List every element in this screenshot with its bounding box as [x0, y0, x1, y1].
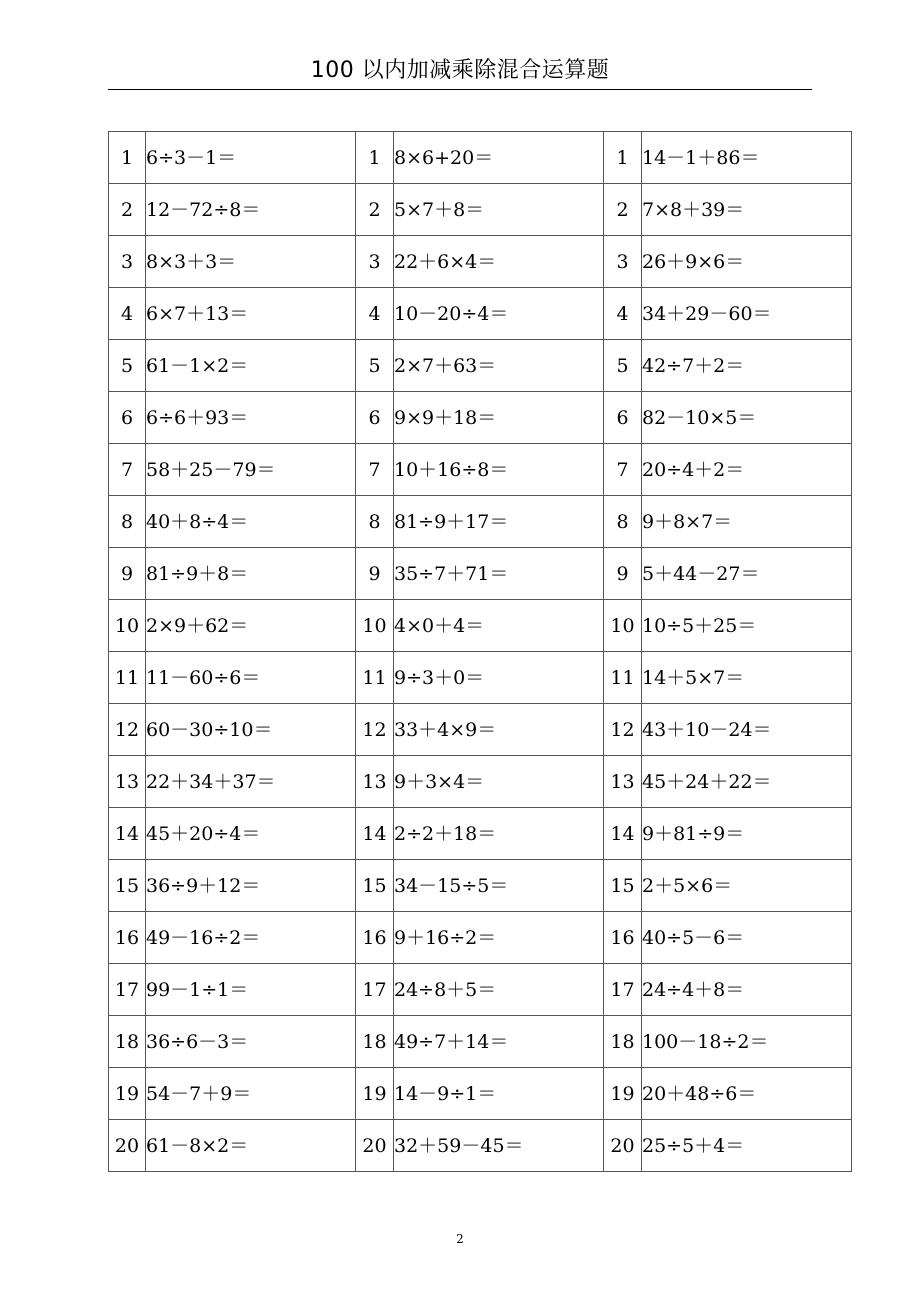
problem-expression-cell: 24÷8＋5＝: [394, 964, 604, 1016]
problem-number-cell: 8: [356, 496, 394, 548]
table-row: [109, 288, 852, 340]
problem-expression-cell: 25÷5＋4＝: [642, 1120, 852, 1172]
problem-number-cell: 20: [356, 1120, 394, 1172]
problem-expression-cell: 20＋48÷6＝: [642, 1068, 852, 1120]
exercise-table: [108, 131, 852, 1172]
problem-number-cell: 2: [356, 184, 394, 236]
problem-expression-cell: 12－72÷8＝: [146, 184, 356, 236]
problem-number-cell: 4: [604, 288, 642, 340]
problem-expression-cell: 26＋9×6＝: [642, 236, 852, 288]
problem-expression-cell: 49÷7＋14＝: [394, 1016, 604, 1068]
problem-expression-cell: 2×9＋62＝: [146, 600, 356, 652]
problem-expression-cell: 2×7＋63＝: [394, 340, 604, 392]
table-row: [109, 808, 852, 860]
table-row: [109, 496, 852, 548]
problem-number-cell: 17: [604, 964, 642, 1016]
table-row: [109, 652, 852, 704]
problem-expression-cell: 6÷6＋93＝: [146, 392, 356, 444]
problem-expression-cell: 8×3＋3＝: [146, 236, 356, 288]
problem-expression-cell: 60－30÷10＝: [146, 704, 356, 756]
problem-number-cell: 5: [356, 340, 394, 392]
problem-number-cell: 13: [604, 756, 642, 808]
table-row: [109, 548, 852, 600]
problem-number-cell: 6: [604, 392, 642, 444]
problem-expression-cell: 9＋8×7＝: [642, 496, 852, 548]
problem-number-cell: 11: [604, 652, 642, 704]
problem-expression-cell: 22＋6×4＝: [394, 236, 604, 288]
problem-expression-cell: 36÷9＋12＝: [146, 860, 356, 912]
problem-number-cell: 1: [604, 132, 642, 184]
problem-expression-cell: 24÷4＋8＝: [642, 964, 852, 1016]
problem-expression-cell: 100－18÷2＝: [642, 1016, 852, 1068]
problem-number-cell: 16: [604, 912, 642, 964]
table-row: [109, 912, 852, 964]
problem-number-cell: 8: [604, 496, 642, 548]
problem-expression-cell: 5＋44－27＝: [642, 548, 852, 600]
problem-number-cell: 8: [109, 496, 146, 548]
problem-number-cell: 17: [109, 964, 146, 1016]
problem-number-cell: 4: [109, 288, 146, 340]
problem-expression-cell: 58＋25－79＝: [146, 444, 356, 496]
table-row: [109, 340, 852, 392]
problem-number-cell: 18: [604, 1016, 642, 1068]
problem-expression-cell: 10÷5＋25＝: [642, 600, 852, 652]
problem-number-cell: 19: [109, 1068, 146, 1120]
problem-number-cell: 14: [604, 808, 642, 860]
table-row: [109, 704, 852, 756]
problem-expression-cell: 81÷9＋8＝: [146, 548, 356, 600]
table-row: [109, 392, 852, 444]
problem-expression-cell: 10－20÷4＝: [394, 288, 604, 340]
table-row: [109, 132, 852, 184]
table-row: [109, 184, 852, 236]
problem-expression-cell: 40＋8÷4＝: [146, 496, 356, 548]
problem-expression-cell: 45＋24＋22＝: [642, 756, 852, 808]
problem-number-cell: 15: [604, 860, 642, 912]
table-row: [109, 236, 852, 288]
problem-expression-cell: 9÷3＋0＝: [394, 652, 604, 704]
problem-number-cell: 5: [109, 340, 146, 392]
problem-number-cell: 6: [109, 392, 146, 444]
problem-number-cell: 7: [109, 444, 146, 496]
problem-expression-cell: 10＋16÷8＝: [394, 444, 604, 496]
problem-number-cell: 6: [356, 392, 394, 444]
problem-number-cell: 1: [109, 132, 146, 184]
problem-expression-cell: 4×0＋4＝: [394, 600, 604, 652]
table-row: [109, 964, 852, 1016]
problem-expression-cell: 6×7＋13＝: [146, 288, 356, 340]
problem-expression-cell: 2＋5×6＝: [642, 860, 852, 912]
problem-number-cell: 12: [109, 704, 146, 756]
problem-expression-cell: 2÷2＋18＝: [394, 808, 604, 860]
exercise-table-body: [109, 132, 852, 1172]
problem-number-cell: 13: [109, 756, 146, 808]
problem-number-cell: 2: [604, 184, 642, 236]
problem-number-cell: 16: [109, 912, 146, 964]
problem-expression-cell: 7×8＋39＝: [642, 184, 852, 236]
problem-number-cell: 10: [604, 600, 642, 652]
problem-expression-cell: 14－1＋86＝: [642, 132, 852, 184]
problem-number-cell: 9: [109, 548, 146, 600]
problem-expression-cell: 61－8×2＝: [146, 1120, 356, 1172]
problem-expression-cell: 32＋59－45＝: [394, 1120, 604, 1172]
problem-number-cell: 17: [356, 964, 394, 1016]
problem-expression-cell: 9＋16÷2＝: [394, 912, 604, 964]
problem-expression-cell: 22＋34＋37＝: [146, 756, 356, 808]
table-row: [109, 600, 852, 652]
problem-number-cell: 12: [356, 704, 394, 756]
problem-expression-cell: 99－1÷1＝: [146, 964, 356, 1016]
problem-expression-cell: 9＋81÷9＝: [642, 808, 852, 860]
problem-expression-cell: 54－7＋9＝: [146, 1068, 356, 1120]
problem-expression-cell: 81÷9＋17＝: [394, 496, 604, 548]
table-row: [109, 756, 852, 808]
problem-expression-cell: 35÷7＋71＝: [394, 548, 604, 600]
problem-number-cell: 13: [356, 756, 394, 808]
problem-number-cell: 14: [356, 808, 394, 860]
problem-expression-cell: 33＋4×9＝: [394, 704, 604, 756]
problem-number-cell: 14: [109, 808, 146, 860]
problem-expression-cell: 9＋3×4＝: [394, 756, 604, 808]
problem-number-cell: 15: [356, 860, 394, 912]
problem-number-cell: 10: [109, 600, 146, 652]
problem-expression-cell: 11－60÷6＝: [146, 652, 356, 704]
problem-number-cell: 2: [109, 184, 146, 236]
problem-number-cell: 12: [604, 704, 642, 756]
problem-number-cell: 1: [356, 132, 394, 184]
problem-number-cell: 9: [356, 548, 394, 600]
problem-expression-cell: 42÷7＋2＝: [642, 340, 852, 392]
table-row: [109, 444, 852, 496]
page-title: 100 以内加减乘除混合运算题: [310, 58, 610, 83]
problem-expression-cell: 34－15÷5＝: [394, 860, 604, 912]
problem-number-cell: 3: [356, 236, 394, 288]
problem-expression-cell: 45＋20÷4＝: [146, 808, 356, 860]
title-underline: [108, 89, 812, 90]
problem-expression-cell: 82－10×5＝: [642, 392, 852, 444]
problem-expression-cell: 20÷4＋2＝: [642, 444, 852, 496]
problem-expression-cell: 9×9＋18＝: [394, 392, 604, 444]
problem-expression-cell: 14＋5×7＝: [642, 652, 852, 704]
problem-number-cell: 20: [604, 1120, 642, 1172]
problem-number-cell: 3: [109, 236, 146, 288]
problem-number-cell: 19: [356, 1068, 394, 1120]
table-row: [109, 860, 852, 912]
problem-expression-cell: 34＋29－60＝: [642, 288, 852, 340]
problem-expression-cell: 43＋10－24＝: [642, 704, 852, 756]
problem-number-cell: 11: [109, 652, 146, 704]
problem-number-cell: 18: [109, 1016, 146, 1068]
page-number: 2: [456, 1232, 464, 1246]
problem-expression-cell: 36÷6－3＝: [146, 1016, 356, 1068]
problem-number-cell: 18: [356, 1016, 394, 1068]
problem-expression-cell: 6÷3－1＝: [146, 132, 356, 184]
problem-number-cell: 9: [604, 548, 642, 600]
problem-expression-cell: 40÷5－6＝: [642, 912, 852, 964]
problem-number-cell: 3: [604, 236, 642, 288]
problem-number-cell: 11: [356, 652, 394, 704]
problem-number-cell: 5: [604, 340, 642, 392]
problem-expression-cell: 14－9÷1＝: [394, 1068, 604, 1120]
table-row: [109, 1016, 852, 1068]
problem-number-cell: 7: [356, 444, 394, 496]
table-row: [109, 1068, 852, 1120]
problem-number-cell: 4: [356, 288, 394, 340]
problem-expression-cell: 8×6+20＝: [394, 132, 604, 184]
table-row: [109, 1120, 852, 1172]
problem-number-cell: 20: [109, 1120, 146, 1172]
problem-number-cell: 7: [604, 444, 642, 496]
problem-number-cell: 15: [109, 860, 146, 912]
problem-expression-cell: 49－16÷2＝: [146, 912, 356, 964]
problem-number-cell: 16: [356, 912, 394, 964]
problem-expression-cell: 61－1×2＝: [146, 340, 356, 392]
problem-number-cell: 10: [356, 600, 394, 652]
problem-number-cell: 19: [604, 1068, 642, 1120]
problem-expression-cell: 5×7＋8＝: [394, 184, 604, 236]
